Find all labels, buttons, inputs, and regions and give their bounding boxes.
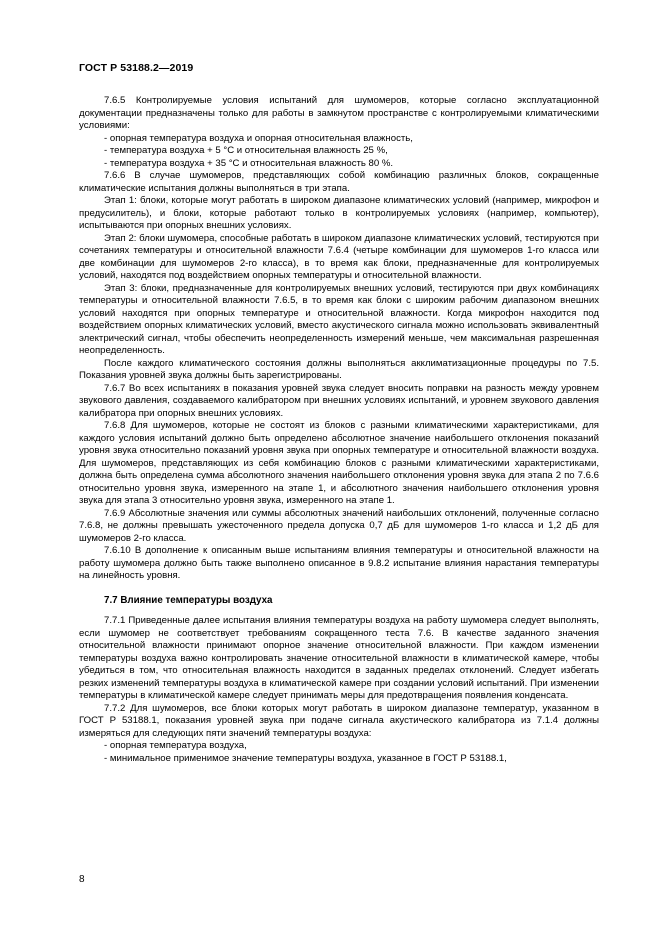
paragraph-7-6-9: 7.6.9 Абсолютные значения или суммы абсолютных значений наибольших отклонений, полученные согласно 7.6.8, не должны превышать ужесточенного предела допуска 0,7 дБ для шумомеров 1-го класса и 1,2 дБ для шумомеров 2-го класса. <box>79 507 599 544</box>
document-header: ГОСТ Р 53188.2—2019 <box>79 62 194 74</box>
paragraph-7-7-1: 7.7.1 Приведенные далее испытания влияния температуры воздуха на работу шумомера следует выполнять, если шумомер не соответствует требованиям сокращенного теста 7.6. В качестве заданного значения относительной влажности принимают опорное значение относительной влажности. При каждом изменении температуры воздуха важно контролировать значение относительной влажности в климатической камере, чтобы убедиться в том, что относительная влажность находится в заданных пределах отклонений. Следует избегать резких изменений температуры воздуха в климатической камере при создании условий испытаний. При изменении температуры в климатической камере следует принимать меры для предотвращения появления конденсата. <box>79 615 599 701</box>
list-item: - температура воздуха + 5 °С и относительная влажность 25 %, <box>104 145 388 156</box>
paragraph-7-6-5: 7.6.5 Контролируемые условия испытаний для шумомеров, которые согласно эксплуатационной документации предназначены только для работы в замкнутом пространстве с контролируемыми климатическими условиями: <box>79 95 599 131</box>
paragraph-7-6-6: 7.6.6 В случае шумомеров, представляющих собой комбинацию различных блоков, сокращенные климатические испытания должны выполняться в три этапа. <box>79 170 599 194</box>
paragraph-acclimatization: После каждого климатического состояния должны выполняться акклиматизационные процедуры по 7.5. Показания уровней звука должны быть зарегистрированы. <box>79 357 599 381</box>
paragraph-stage-2: Этап 2: блоки шумомера, способные работать в широком диапазоне климатических условий, тестируются при сочетаниях температуры и относительной влажности 7.6.4 (четыре комбинации для шумомеров 1-го класса или две комбинации для шумомеров 2-го класса), в то время как блоки, предназначенные для контролируемых условий, находятся под воздействием опорных температуры и относительной влажности. <box>79 232 599 281</box>
paragraph-stage-1: Этап 1: блоки, которые могут работать в широком диапазоне климатических условий (например, микрофон и предусилитель), и блоки, которые работают только в контролируемых условиях (например, компьютер), испытываются при опорных внешних условиях. <box>79 195 599 231</box>
paragraph-7-7-2: 7.7.2 Для шумомеров, все блоки которых могут работать в широком диапазоне температур, указанном в ГОСТ Р 53188.1, показания уровней звука при подаче сигнала акустического калибратора из 7.1.4 должны измеряться для следующих пяти значений температуры воздуха: <box>79 702 599 739</box>
list-item: - температура воздуха + 35 °С и относительная влажность 80 %. <box>104 157 394 169</box>
paragraph-stage-3: Этап 3: блоки, предназначенные для контролируемых внешних условий, тестируются при двух комбинациях температуры и относительной влажности 7.6.5, в то время как блоки с широким рабочим диапазоном внешних условий находятся при опорных температуре и относительной влажности. Когда микрофон находится под воздействием опорных климатических условий, вместо акустического сигнала можно использовать эквивалентный электрический сигнал, чтобы обеспечить неопределенность измерений меньше, чем максимальная разрешенная неопределенность. <box>79 282 599 356</box>
list-item: - минимальное применимое значение температуры воздуха, указанное в ГОСТ Р 53188.1, <box>104 752 507 764</box>
paragraph-7-6-8: 7.6.8 Для шумомеров, которые не состоят из блоков с разными климатическими характеристиками, для каждого условия испытаний должно быть определено абсолютное значение наибольшего отклонения показаний уровня звука относительно показаний уровня звука при опорных температуре и относительной влажности воздуха. Для шумомеров, представляющих из себя комбинацию блоков с разными климатическими характеристиками, должна быть определена сумма абсолютного значения наибольшего отклонения уровня звука для этапа 2 по 7.6.6 относительно уровня звука, измеренного на этапе 1, и абсолютного значения наибольшего отклонения уровня звука для этапа 3 относительно уровня звука, измеренного на этапе 1. <box>79 420 599 506</box>
paragraph-7-6-10: 7.6.10 В дополнение к описанным выше испытаниям влияния температуры и относительной влажности на работу шумомера должно быть также выполнено описанное в 9.8.2 испытание влияния нарастания температуры на линейность уровня. <box>79 545 599 581</box>
paragraph-7-6-7: 7.6.7 Во всех испытаниях в показания уровней звука следует вносить поправки на разность между уровнем звукового давления, создаваемого калибратором при внешних условиях испытаний, и уровнем звукового давления калибратора при опорных внешних условиях. <box>79 382 599 419</box>
page-number: 8 <box>79 874 85 885</box>
document-body <box>79 95 599 765</box>
list-item: - опорная температура воздуха и опорная относительная влажность, <box>104 132 413 144</box>
section-heading-7-7: 7.7 Влияние температуры воздуха <box>104 594 273 606</box>
list-item: - опорная температура воздуха, <box>104 740 247 751</box>
